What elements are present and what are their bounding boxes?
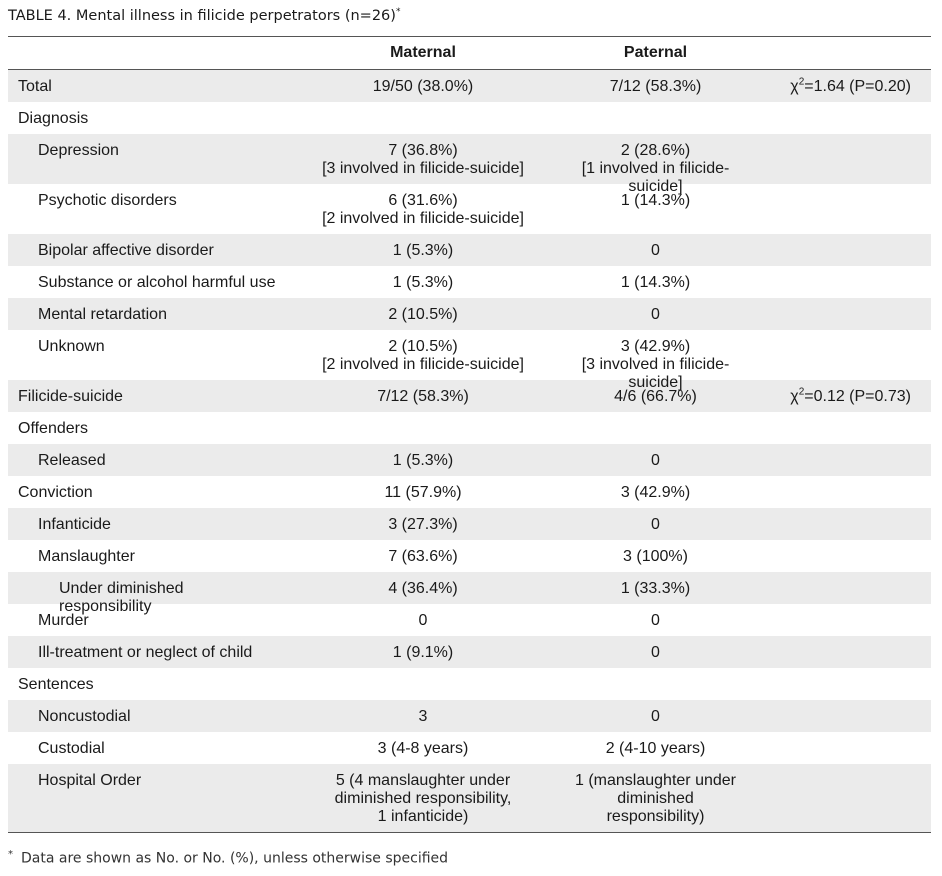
stat-cell	[743, 708, 931, 732]
paternal-cell: 0	[651, 242, 660, 259]
maternal-cell: 1 (9.1%)	[392, 644, 454, 661]
table-row	[8, 380, 931, 412]
paternal-cell: 2 (4-10 years)	[605, 740, 706, 757]
stat-cell	[743, 242, 931, 266]
row-label: Diagnosis	[18, 110, 89, 127]
paternal-cell: 0	[651, 612, 660, 629]
row-label: Ill-treatment or neglect of child	[38, 644, 253, 661]
maternal-cell: 4 (36.4%)	[388, 580, 458, 597]
table-row	[8, 636, 931, 668]
paternal-cell: 2 (28.6%) [1 involved in filicide-suicide]	[581, 142, 730, 195]
maternal-cell: 1 (5.3%)	[392, 274, 454, 291]
caption-label: TABLE 4.	[8, 7, 72, 24]
chi-exponent: 2	[798, 76, 805, 88]
paternal-cell: 0	[651, 708, 660, 725]
table-row	[8, 732, 931, 764]
table-row	[8, 298, 931, 330]
stat-cell	[743, 192, 931, 234]
maternal-cell: 2 (10.5%) [2 involved in filicide-suicide]	[322, 338, 524, 373]
maternal-cell: 7 (63.6%)	[388, 548, 458, 565]
paternal-cell: 0	[651, 644, 660, 661]
table-row	[8, 572, 931, 615]
table-row	[8, 668, 931, 700]
table-row	[8, 444, 931, 476]
table-row	[8, 70, 931, 102]
row-label: Total	[18, 78, 52, 95]
row-label: Custodial	[38, 740, 105, 757]
paternal-cell: 3 (42.9%)	[620, 484, 691, 501]
table-row	[8, 476, 931, 508]
caption-title: Mental illness in filicide perpetrators (n=26)	[75, 7, 396, 24]
paternal-cell	[568, 110, 743, 134]
row-label: Infanticide	[38, 516, 111, 533]
table-row	[8, 508, 931, 540]
stat-cell	[743, 772, 931, 832]
row-label: Unknown	[38, 338, 105, 355]
table-row	[8, 134, 931, 195]
maternal-cell: 6 (31.6%) [2 involved in filicide-suicide]	[322, 192, 524, 227]
maternal-cell	[278, 676, 568, 700]
paternal-cell: 1 (14.3%)	[620, 274, 691, 291]
stat-cell	[743, 612, 931, 636]
stat-cell	[743, 388, 931, 412]
maternal-cell: 3	[418, 708, 428, 725]
caption-marker: *	[395, 7, 401, 17]
row-label: Sentences	[18, 676, 94, 693]
row-label: Psychotic disorders	[38, 192, 177, 209]
chi-value: =0.12 (P=0.73)	[804, 388, 911, 405]
maternal-cell: 5 (4 manslaughter under diminished responsibility, 1 infanticide)	[334, 772, 512, 825]
row-label: Depression	[38, 142, 119, 159]
stat-cell	[743, 580, 931, 604]
paternal-cell	[568, 420, 743, 444]
stat-cell	[743, 420, 931, 444]
paternal-cell: 3 (100%)	[623, 548, 688, 565]
maternal-cell: 11 (57.9%)	[384, 484, 462, 501]
row-label: Bipolar affective disorder	[38, 242, 214, 259]
stat-cell	[743, 548, 931, 572]
maternal-cell: 0	[418, 612, 428, 629]
maternal-cell: 19/50 (38.0%)	[372, 78, 474, 95]
chi-symbol: χ	[790, 78, 799, 95]
stat-cell	[743, 110, 931, 134]
row-label: Manslaughter	[38, 548, 135, 565]
data-table	[8, 36, 931, 833]
row-label: Offenders	[18, 420, 88, 437]
row-label: Mental retardation	[38, 306, 167, 323]
paternal-cell: 1 (14.3%)	[620, 192, 691, 209]
paternal-cell: 1 (33.3%)	[620, 580, 691, 597]
table-row	[8, 234, 931, 266]
stat-cell	[743, 78, 931, 102]
table-row	[8, 540, 931, 572]
row-label: Released	[38, 452, 106, 469]
paternal-cell: 4/6 (66.7%)	[614, 388, 697, 405]
row-label: Filicide-suicide	[18, 388, 123, 405]
paternal-cell: 1 (manslaughter under diminished responsibility)	[575, 772, 736, 825]
row-label: Murder	[38, 612, 89, 629]
maternal-cell	[278, 420, 568, 444]
table-row	[8, 330, 931, 391]
maternal-cell: 7/12 (58.3%)	[377, 388, 469, 405]
table-row	[8, 266, 931, 298]
maternal-cell: 1 (5.3%)	[392, 452, 454, 469]
chi-exponent: 2	[798, 386, 805, 398]
row-label: Hospital Order	[38, 772, 142, 789]
chi-value: =1.64 (P=0.20)	[804, 78, 911, 95]
table-row	[8, 412, 931, 444]
stat-cell	[743, 676, 931, 700]
paternal-cell: 0	[651, 306, 660, 323]
maternal-cell: 2 (10.5%)	[388, 306, 458, 323]
maternal-cell	[278, 110, 568, 134]
table-row	[8, 102, 931, 134]
paternal-cell: 0	[651, 452, 660, 469]
stat-cell	[743, 452, 931, 476]
row-label: Noncustodial	[38, 708, 131, 725]
paternal-cell	[568, 676, 743, 700]
paternal-cell: 3 (42.9%) [3 involved in filicide-suicide]	[581, 338, 730, 391]
table-row	[8, 764, 931, 832]
stat-cell	[743, 484, 931, 508]
maternal-cell: 3 (4-8 years)	[377, 740, 469, 757]
footnote-marker: *	[8, 849, 13, 860]
chi-symbol: χ	[790, 388, 799, 405]
table-caption	[8, 7, 400, 24]
header-paternal: Paternal	[623, 44, 688, 61]
row-label: Under diminished responsibility	[59, 580, 184, 615]
table-header-row	[8, 37, 931, 70]
stat-cell	[743, 274, 931, 298]
row-label: Substance or alcohol harmful use	[38, 274, 276, 291]
footnote-text: Data are shown as No. or No. (%), unless otherwise specified	[21, 850, 449, 867]
stat-cell	[743, 516, 931, 540]
table-row	[8, 700, 931, 732]
maternal-cell: 7 (36.8%) [3 involved in filicide-suicide]	[322, 142, 524, 177]
stat-cell	[743, 142, 931, 184]
maternal-cell: 1 (5.3%)	[392, 242, 454, 259]
stat-cell	[743, 644, 931, 668]
row-label: Conviction	[18, 484, 93, 501]
stat-cell	[743, 740, 931, 764]
maternal-cell: 3 (27.3%)	[388, 516, 458, 533]
table-row	[8, 184, 931, 234]
paternal-cell: 7/12 (58.3%)	[609, 78, 702, 95]
header-maternal: Maternal	[390, 44, 456, 61]
paternal-cell: 0	[651, 516, 660, 533]
table-footnote	[8, 849, 448, 867]
table-body	[8, 70, 931, 832]
stat-cell	[743, 338, 931, 380]
stat-cell	[743, 306, 931, 330]
